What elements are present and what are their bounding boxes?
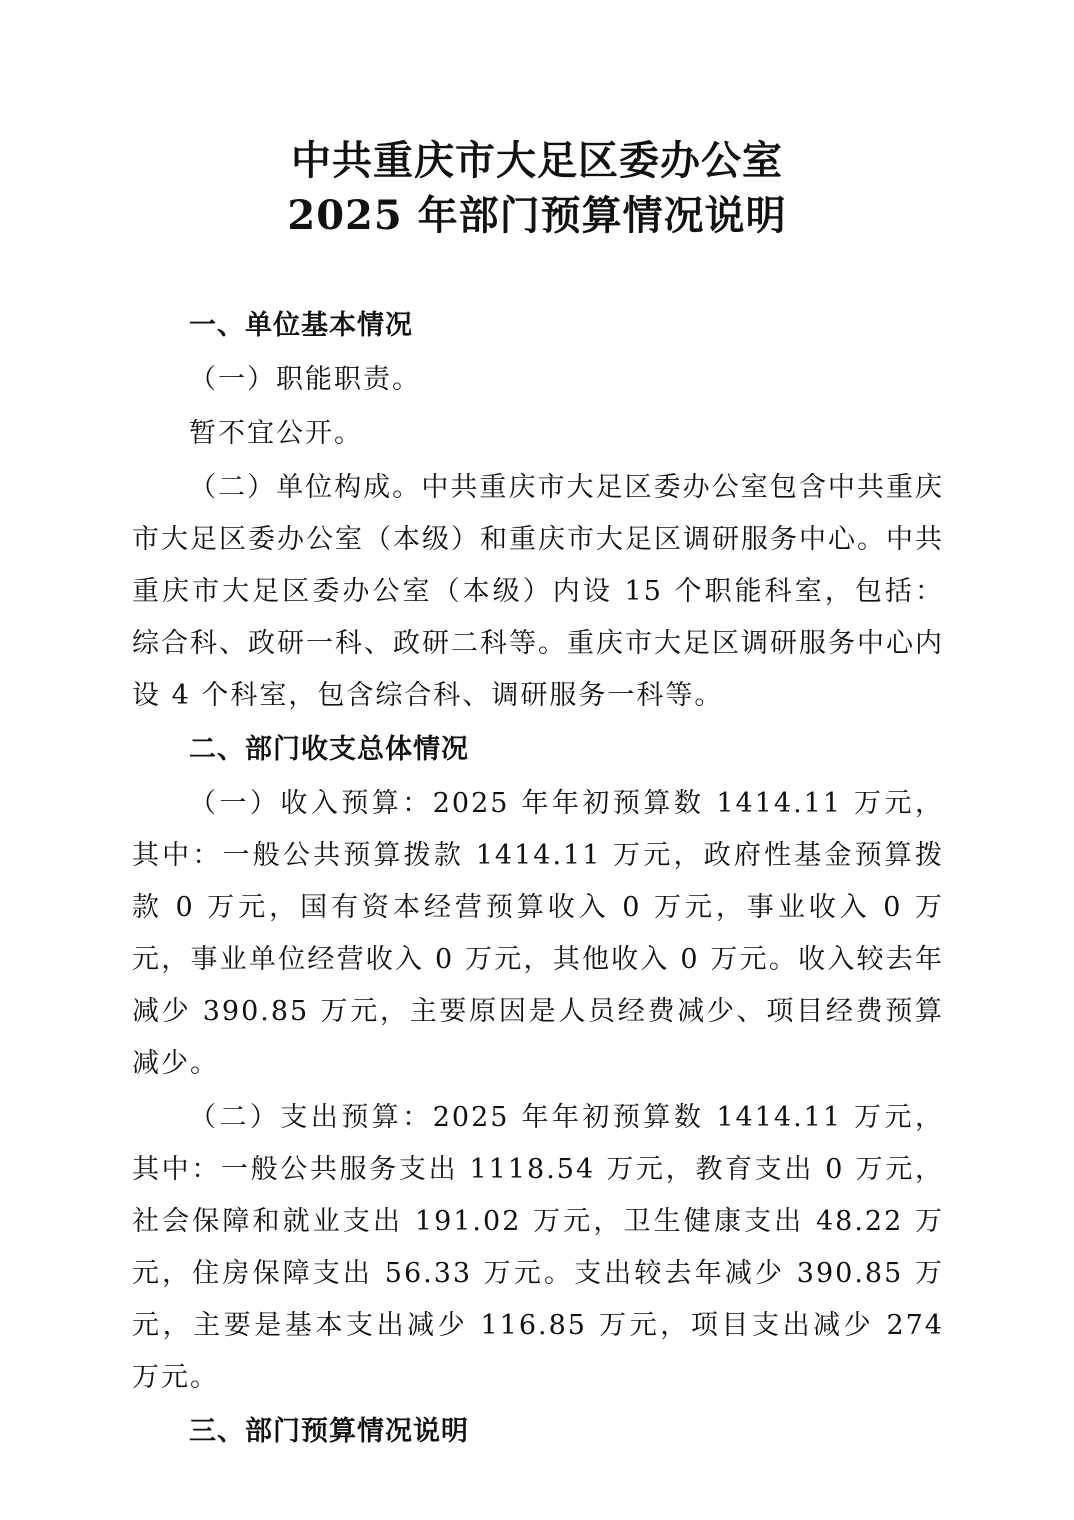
paragraph-revenue-budget: （一）收入预算：2025 年年初预算数 1414.11 万元，其中：一般公共预算拨款 1414.11 万元，政府性基金预算拨款 0 万元，国有资本经营预算收入 0 万元，事业收入 0 万元，事业单位经营收入 0 万元，其他收入 0 万元。收入较去年减少 390.85 万元，主要原因是人员经费减少、项目经费预算减少。 [132, 788, 944, 1079]
section-heading-basic-info: 一、单位基本情况 [189, 310, 413, 341]
document-title-line1: 中共重庆市大足区委办公室 [291, 137, 783, 184]
section-heading-revenue-expenditure: 二、部门收支总体情况 [189, 734, 469, 765]
subheading-functions: （一）职能职责。 [189, 364, 421, 395]
paragraph-functions-text: 暂不宜公开。 [189, 418, 363, 449]
document-body [132, 300, 944, 1460]
paragraph-unit-composition: （二）单位构成。中共重庆市大足区委办公室包含中共重庆市大足区委办公室（本级）和重庆市大足区调研服务中心。中共重庆市大足区委办公室（本级）内设 15 个职能科室，包括：综合科、政研一科、政研二科等。重庆市大足区调研服务中心内设 4 个科室，包含综合科、调研服务一科等。 [132, 472, 944, 711]
section-heading-budget-explanation: 三、部门预算情况说明 [189, 1416, 469, 1447]
paragraph-expenditure-budget: （二）支出预算：2025 年年初预算数 1414.11 万元，其中：一般公共服务支出 1118.54 万元，教育支出 0 万元，社会保障和就业支出 191.02 万元，卫生健康支出 48.22 万元，住房保障支出 56.33 万元。支出较去年减少 390.85 万元，主要是基本支出减少 116.85 万元，项目支出减少 274 万元。 [132, 1102, 944, 1393]
document-title-line2: 2025 年部门预算情况说明 [287, 192, 787, 239]
